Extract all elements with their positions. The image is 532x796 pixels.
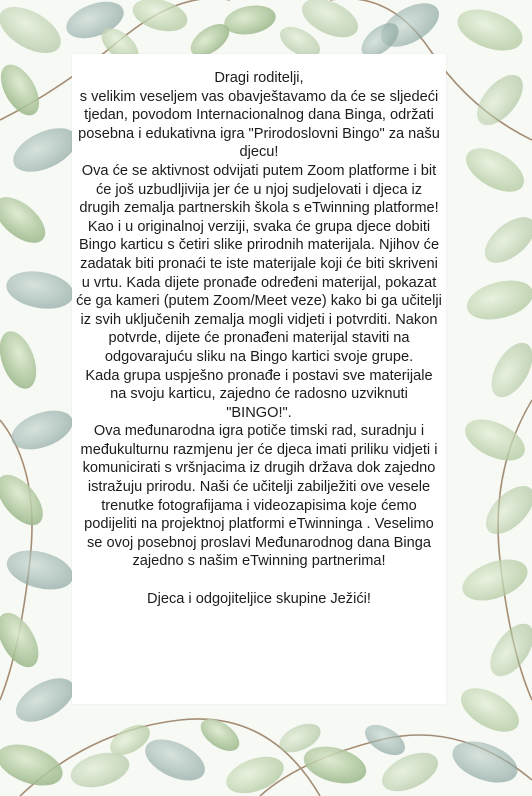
eucalyptus-leaf <box>452 1 528 58</box>
paragraph-zoom: Ova će se aktivnost odvijati putem Zoom platforme i bit će još uzbudljivija jer će u njoj sudjelovati i djeca iz drugih zemalja partnerskih škola s eTwinning platforme! <box>79 162 439 217</box>
paragraph-rules: Kao i u originalnoj verziji, svaka će grupa djece dobiti Bingo karticu s četiri slike prirodnih materijala. Njihov će zadatak biti pronaći te iste materijale koji će biti skriveni u vrtu. Kada dijete pronađe određeni materijal, pokazat će ga kameri (putem Zoom/Meet veze) kako bi ga učitelji iz svih uključenih zemalja mogli vidjeti i potvrditi. Nakon potvrde, dijete će pronađeni materijal staviti na odgovarajuću sliku na Bingo kartici svoje grupe. <box>76 218 442 365</box>
paragraph-bingo: Kada grupa uspješno pronađe i postavi sve materijale na svoju karticu, zajedno će radosno uzviknuti "BINGO!". <box>85 367 433 421</box>
eucalyptus-leaf <box>360 719 410 762</box>
eucalyptus-leaf <box>482 616 532 684</box>
eucalyptus-leaf <box>459 139 531 200</box>
eucalyptus-leaf <box>454 679 526 740</box>
signature: Djeca i odgojiteljice skupine Ježići! <box>147 590 371 607</box>
eucalyptus-leaf <box>221 750 288 796</box>
greeting: Dragi roditelji, <box>214 70 304 86</box>
eucalyptus-leaf <box>477 208 532 271</box>
eucalyptus-leaf <box>483 336 532 404</box>
eucalyptus-leaf <box>222 2 278 39</box>
eucalyptus-leaf <box>462 274 532 326</box>
eucalyptus-leaf <box>129 0 191 37</box>
eucalyptus-leaf <box>0 606 47 674</box>
eucalyptus-leaf <box>0 736 68 793</box>
eucalyptus-leaf <box>459 411 531 469</box>
eucalyptus-leaf <box>0 58 47 121</box>
eucalyptus-leaf <box>0 0 68 63</box>
eucalyptus-leaf <box>447 733 523 790</box>
eucalyptus-leaf <box>0 326 43 393</box>
eucalyptus-leaf <box>300 740 371 789</box>
eucalyptus-leaf <box>477 477 532 542</box>
eucalyptus-leaf <box>0 188 53 251</box>
eucalyptus-leaf <box>457 551 532 608</box>
eucalyptus-leaf <box>9 669 81 730</box>
eucalyptus-leaf <box>468 67 531 134</box>
paragraph-announcement: s velikim veseljem vas obavještavamo da će se sljedeći tjedan, povodom Internacionalnog dana Binga, održati posebna i edukativna igra "Prirodoslovni Bingo" za našu djecu! <box>78 88 440 161</box>
letter-body <box>76 69 442 608</box>
eucalyptus-leaf <box>3 266 76 313</box>
eucalyptus-leaf <box>2 544 77 596</box>
eucalyptus-leaf <box>0 467 52 534</box>
paragraph-closing: Ova međunarodna igra potiče timski rad, suradnju i međukulturnu razmjenu jer će djeca imati priliku vidjeti i komunicirati s vršnjacima iz drugih država dok zajedno istražuju prirodu. Naši će učitelji zabilježiti ove vesele trenutke fotografijama i videozapisima koje ćemo podijeliti na projektnoj platformi eTwinninga . Veselimo se ovoj posebnoj proslavi Međunarodnog dana Binga zajedno s našim eTwinning partnerima! <box>80 423 438 570</box>
eucalyptus-leaf <box>139 731 211 789</box>
